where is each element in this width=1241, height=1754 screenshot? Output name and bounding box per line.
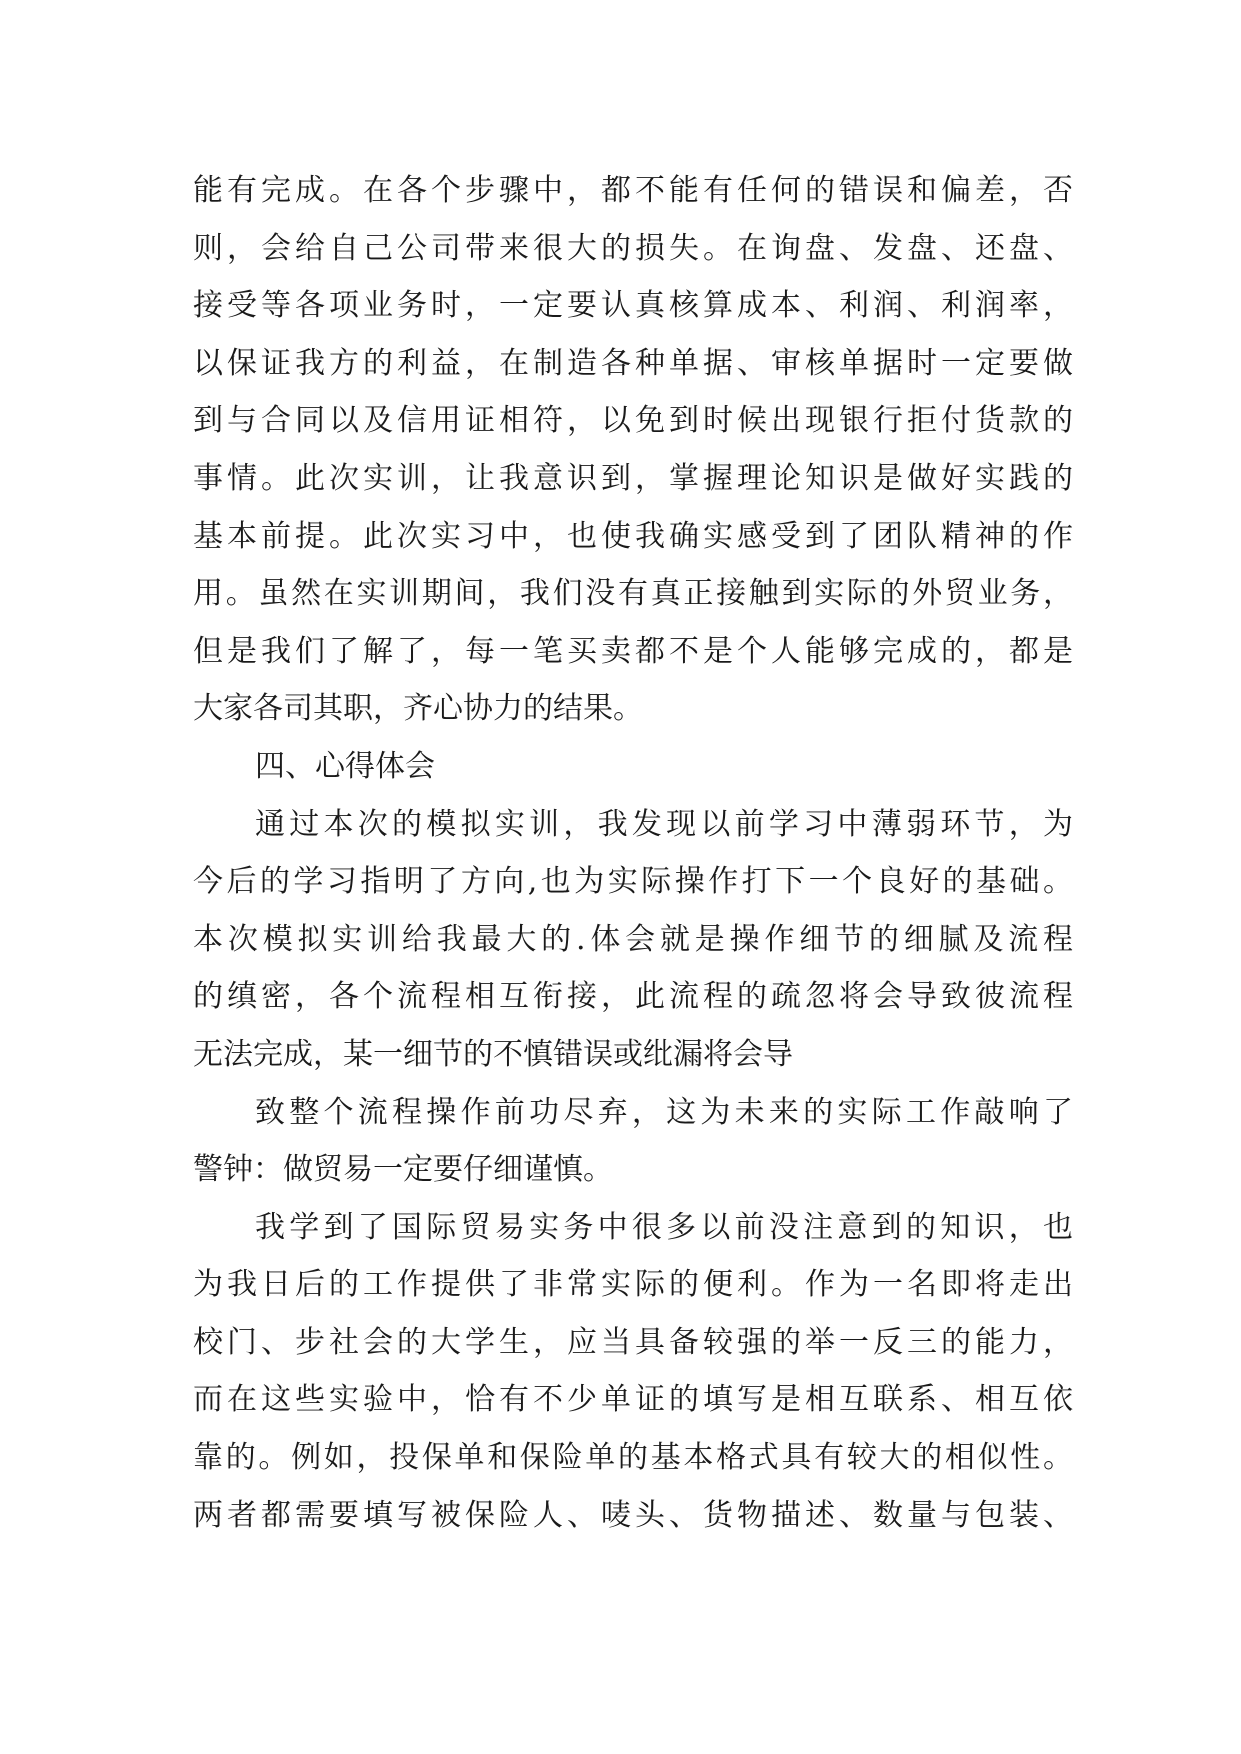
text-line: 警钟：做贸易一定要仔细谨慎。 [193, 1152, 613, 1188]
text-line: 基本前提。此次实习中，也使我确实感受到了团队精神的作 [193, 518, 1073, 554]
text-line: 通过本次的模拟实训，我发现以前学习中薄弱环节，为 [255, 806, 1073, 842]
text-line: 能有完成。在各个步骤中，都不能有任何的错误和偏差，否 [193, 173, 1073, 208]
text-line: 但是我们了解了，每一笔买卖都不是个人能够完成的，都是 [193, 633, 1073, 669]
text-line: 无法完成，某一细节的不慎错误或纰漏将会导 [193, 1036, 793, 1072]
text-line: 而在这些实验中，恰有不少单证的填写是相互联系、相互依 [193, 1382, 1073, 1418]
text-line: 我学到了国际贸易实务中很多以前没注意到的知识，也 [255, 1209, 1073, 1245]
text-line: 事情。此次实训，让我意识到，掌握理论知识是做好实践的 [193, 460, 1073, 496]
text-line: 则，会给自己公司带来很大的损失。在询盘、发盘、还盘、 [193, 230, 1073, 266]
text-line: 本次模拟实训给我最大的.体会就是操作细节的细腻及流程 [193, 921, 1073, 957]
text-line: 四、心得体会 [255, 748, 435, 784]
body-text [193, 162, 1073, 1544]
text-line: 靠的。例如，投保单和保险单的基本格式具有较大的相似性。 [193, 1440, 1073, 1476]
text-line: 致整个流程操作前功尽弃，这为未来的实际工作敲响了 [255, 1094, 1073, 1130]
text-line: 到与合同以及信用证相符，以免到时候出现银行拒付货款的 [193, 403, 1073, 439]
text-line: 以保证我方的利益，在制造各种单据、审核单据时一定要做 [193, 345, 1073, 381]
text-line: 的缜密，各个流程相互衔接，此流程的疏忽将会导致彼流程 [193, 979, 1073, 1015]
text-line: 接受等各项业务时，一定要认真核算成本、利润、利润率， [193, 288, 1073, 324]
text-line: 今后的学习指明了方向,也为实际操作打下一个良好的基础。 [193, 864, 1073, 900]
text-line: 用。虽然在实训期间，我们没有真正接触到实际的外贸业务， [193, 576, 1073, 612]
text-line: 大家各司其职，齐心协力的结果。 [193, 691, 643, 727]
text-line: 为我日后的工作提供了非常实际的便利。作为一名即将走出 [193, 1267, 1073, 1303]
text-line: 校门、步社会的大学生，应当具备较强的举一反三的能力， [193, 1324, 1073, 1360]
text-line: 两者都需要填写被保险人、唛头、货物描述、数量与包装、 [193, 1497, 1073, 1533]
